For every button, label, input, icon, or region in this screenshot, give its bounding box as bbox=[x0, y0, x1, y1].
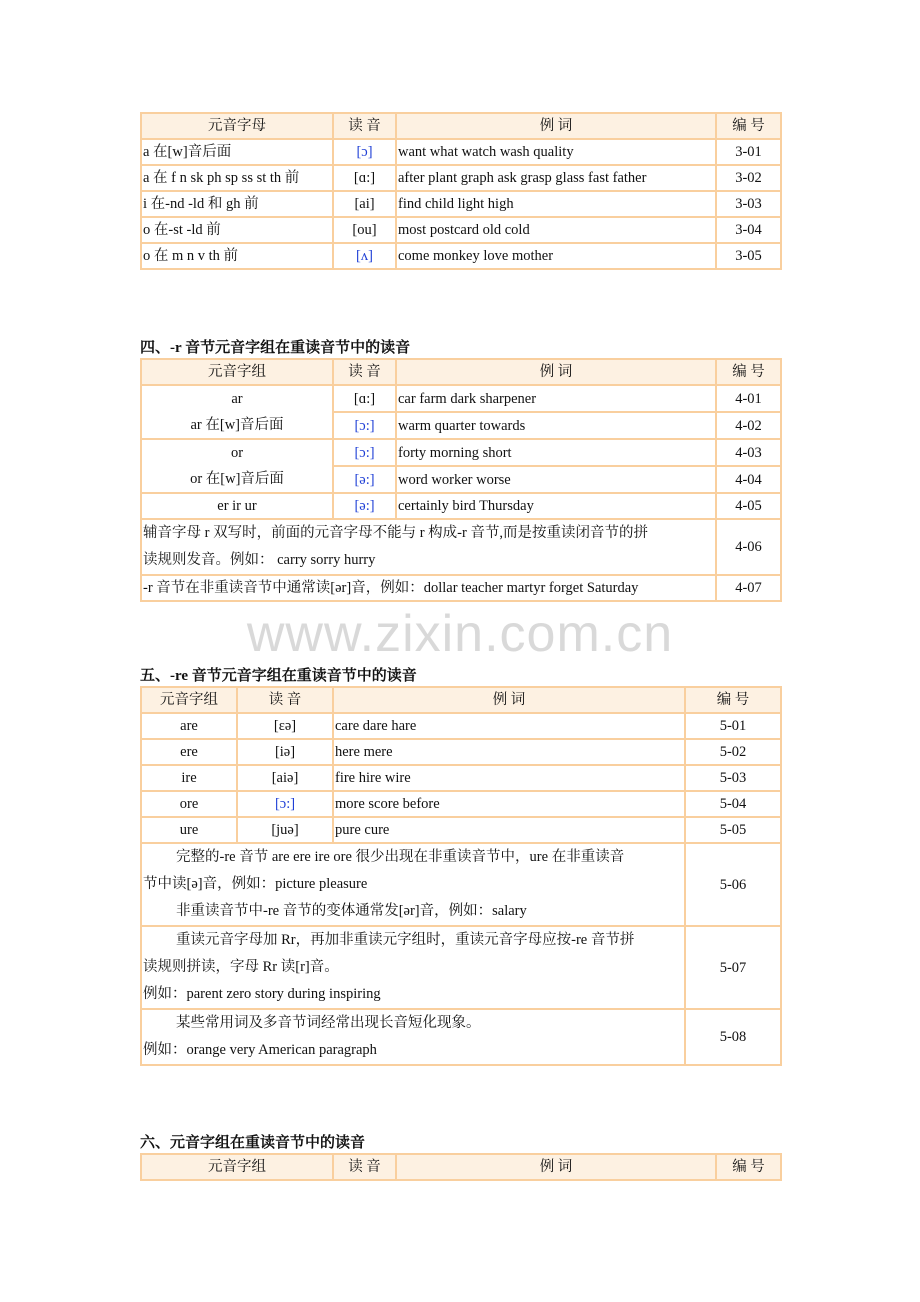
code-cell: 5-06 bbox=[685, 843, 781, 926]
table-row bbox=[141, 713, 781, 739]
table-row bbox=[141, 385, 781, 412]
note-line: 非重读音节中-re 音节的变体通常发[ər]音，例如：salary bbox=[176, 903, 527, 919]
pron-cell: [ɔ:] bbox=[237, 791, 333, 817]
examples-cell: fire hire wire bbox=[333, 765, 685, 791]
vowel-letter-table bbox=[140, 112, 780, 270]
col-header: 元音字组 bbox=[141, 687, 237, 713]
letter-cell: a 在 f n sk ph sp ss st th 前 bbox=[141, 165, 333, 191]
letter-cell: i 在-nd -ld 和 gh 前 bbox=[141, 191, 333, 217]
col-header: 编 号 bbox=[716, 113, 781, 139]
pron-cell: [ɔ] bbox=[333, 139, 396, 165]
pron-cell: [juə] bbox=[237, 817, 333, 843]
letter-cell: o 在-st -ld 前 bbox=[141, 217, 333, 243]
table-row bbox=[141, 217, 781, 243]
table-row bbox=[141, 843, 781, 926]
section-4-heading: 四、-r 音节元音字组在重读音节中的读音 bbox=[140, 340, 411, 356]
col-header: 读 音 bbox=[333, 113, 396, 139]
table-row bbox=[141, 1009, 781, 1065]
table-row bbox=[141, 439, 781, 466]
examples-cell: word worker worse bbox=[396, 466, 716, 493]
examples-cell: more score before bbox=[333, 791, 685, 817]
note-line: 例如：parent zero story during inspiring bbox=[143, 986, 381, 1002]
note-line: 读规则拼读，字母 Rr 读[r]音。 bbox=[143, 959, 339, 975]
code-cell: 5-01 bbox=[685, 713, 781, 739]
note-cell bbox=[141, 926, 685, 1009]
group-ar-w: ar 在[w]音后面 bbox=[190, 417, 284, 433]
code-cell: 5-02 bbox=[685, 739, 781, 765]
examples-cell: certainly bird Thursday bbox=[396, 493, 716, 519]
code-cell: 4-05 bbox=[716, 493, 781, 519]
table-header-row bbox=[141, 359, 781, 385]
col-header: 编 号 bbox=[685, 687, 781, 713]
note-line: 某些常用词及多音节词经常出现长音短化现象。 bbox=[176, 1015, 481, 1031]
col-header: 读 音 bbox=[333, 359, 396, 385]
table-row bbox=[141, 765, 781, 791]
code-cell: 4-01 bbox=[716, 385, 781, 412]
table-row bbox=[141, 139, 781, 165]
note-line: 辅音字母 r 双写时，前面的元音字母不能与 r 构成-r 音节,而是按重读闭音节的拼 bbox=[143, 525, 649, 541]
group-cell: ere bbox=[141, 739, 237, 765]
letter-cell: a 在[w]音后面 bbox=[141, 139, 333, 165]
letter-cell: o 在 m n v th 前 bbox=[141, 243, 333, 269]
table-row bbox=[141, 191, 781, 217]
note-cell bbox=[141, 843, 685, 926]
col-header: 元音字母 bbox=[141, 113, 333, 139]
examples-cell: come monkey love mother bbox=[396, 243, 716, 269]
table-row bbox=[141, 926, 781, 1009]
col-header: 例 词 bbox=[396, 359, 716, 385]
note-line: 例如：orange very American paragraph bbox=[143, 1042, 377, 1058]
pron-cell: [iə] bbox=[237, 739, 333, 765]
col-header: 例 词 bbox=[396, 113, 716, 139]
group-cell: er ir ur bbox=[141, 493, 333, 519]
col-header: 读 音 bbox=[237, 687, 333, 713]
examples-cell: car farm dark sharpener bbox=[396, 385, 716, 412]
examples-cell: forty morning short bbox=[396, 439, 716, 466]
group-cell: ore bbox=[141, 791, 237, 817]
examples-cell: want what watch wash quality bbox=[396, 139, 716, 165]
pron-cell: [ɔ:] bbox=[333, 439, 396, 466]
watermark: www.zixin.com.cn bbox=[246, 605, 674, 663]
col-header: 编 号 bbox=[716, 359, 781, 385]
pron-cell: [ə:] bbox=[333, 493, 396, 519]
code-cell: 3-01 bbox=[716, 139, 781, 165]
table-row bbox=[141, 739, 781, 765]
pron-cell: [aiə] bbox=[237, 765, 333, 791]
pron-cell: [ɑ:] bbox=[333, 165, 396, 191]
examples-cell: after plant graph ask grasp glass fast father bbox=[396, 165, 716, 191]
pron-cell: [ɑ:] bbox=[333, 385, 396, 412]
table-header-row bbox=[141, 687, 781, 713]
examples-cell: most postcard old cold bbox=[396, 217, 716, 243]
code-cell: 5-03 bbox=[685, 765, 781, 791]
group-cell bbox=[141, 385, 333, 439]
note-line: 完整的-re 音节 are ere ire ore 很少出现在非重读音节中，ure 在非重读音 bbox=[176, 849, 625, 865]
col-header: 例 词 bbox=[396, 1154, 716, 1180]
code-cell: 5-04 bbox=[685, 791, 781, 817]
pron-cell: [ɔ:] bbox=[333, 412, 396, 439]
code-cell: 3-05 bbox=[716, 243, 781, 269]
examples-cell: pure cure bbox=[333, 817, 685, 843]
group-cell: ire bbox=[141, 765, 237, 791]
code-cell: 3-04 bbox=[716, 217, 781, 243]
col-header: 编 号 bbox=[716, 1154, 781, 1180]
table-row bbox=[141, 165, 781, 191]
pron-cell: [εə] bbox=[237, 713, 333, 739]
note-cell bbox=[141, 519, 716, 575]
code-cell: 5-05 bbox=[685, 817, 781, 843]
col-header: 元音字组 bbox=[141, 1154, 333, 1180]
code-cell: 3-03 bbox=[716, 191, 781, 217]
table-row bbox=[141, 493, 781, 519]
section-5-heading: 五、-re 音节元音字组在重读音节中的读音 bbox=[140, 668, 417, 684]
table-header-row bbox=[141, 113, 781, 139]
col-header: 元音字组 bbox=[141, 359, 333, 385]
table-header-row bbox=[141, 1154, 781, 1180]
group-or-w: or 在[w]音后面 bbox=[190, 471, 284, 487]
vowel-group-table bbox=[140, 1153, 780, 1181]
code-cell: 5-08 bbox=[685, 1009, 781, 1065]
table-row bbox=[141, 575, 781, 601]
pron-cell: [ʌ] bbox=[333, 243, 396, 269]
note-line: 读规则发音。例如： carry sorry hurry bbox=[143, 552, 376, 568]
examples-cell: care dare hare bbox=[333, 713, 685, 739]
group-cell bbox=[141, 439, 333, 493]
table-row bbox=[141, 817, 781, 843]
code-cell: 3-02 bbox=[716, 165, 781, 191]
note-line: 节中读[ə]音，例如：picture pleasure bbox=[143, 876, 368, 892]
col-header: 例 词 bbox=[333, 687, 685, 713]
re-syllable-table bbox=[140, 686, 780, 1066]
group-or: or bbox=[230, 445, 244, 461]
pron-cell: [ə:] bbox=[333, 466, 396, 493]
code-cell: 4-04 bbox=[716, 466, 781, 493]
pron-cell: [ai] bbox=[333, 191, 396, 217]
table-row bbox=[141, 519, 781, 575]
examples-cell: find child light high bbox=[396, 191, 716, 217]
code-cell: 5-07 bbox=[685, 926, 781, 1009]
table-row bbox=[141, 791, 781, 817]
code-cell: 4-03 bbox=[716, 439, 781, 466]
group-cell: ure bbox=[141, 817, 237, 843]
r-syllable-table bbox=[140, 358, 780, 602]
note-line: 重读元音字母加 Rr，再加非重读元字组时，重读元音字母应按-re 音节拼 bbox=[176, 932, 635, 948]
code-cell: 4-06 bbox=[716, 519, 781, 575]
group-cell: are bbox=[141, 713, 237, 739]
note-cell bbox=[141, 1009, 685, 1065]
note-cell: -r 音节在非重读音节中通常读[ər]音，例如：dollar teacher martyr forget Saturday bbox=[141, 575, 716, 601]
col-header: 读 音 bbox=[333, 1154, 396, 1180]
code-cell: 4-07 bbox=[716, 575, 781, 601]
pron-cell: [ou] bbox=[333, 217, 396, 243]
section-6-heading: 六、元音字组在重读音节中的读音 bbox=[140, 1135, 366, 1151]
table-row bbox=[141, 243, 781, 269]
group-ar: ar bbox=[231, 391, 243, 407]
examples-cell: warm quarter towards bbox=[396, 412, 716, 439]
code-cell: 4-02 bbox=[716, 412, 781, 439]
examples-cell: here mere bbox=[333, 739, 685, 765]
